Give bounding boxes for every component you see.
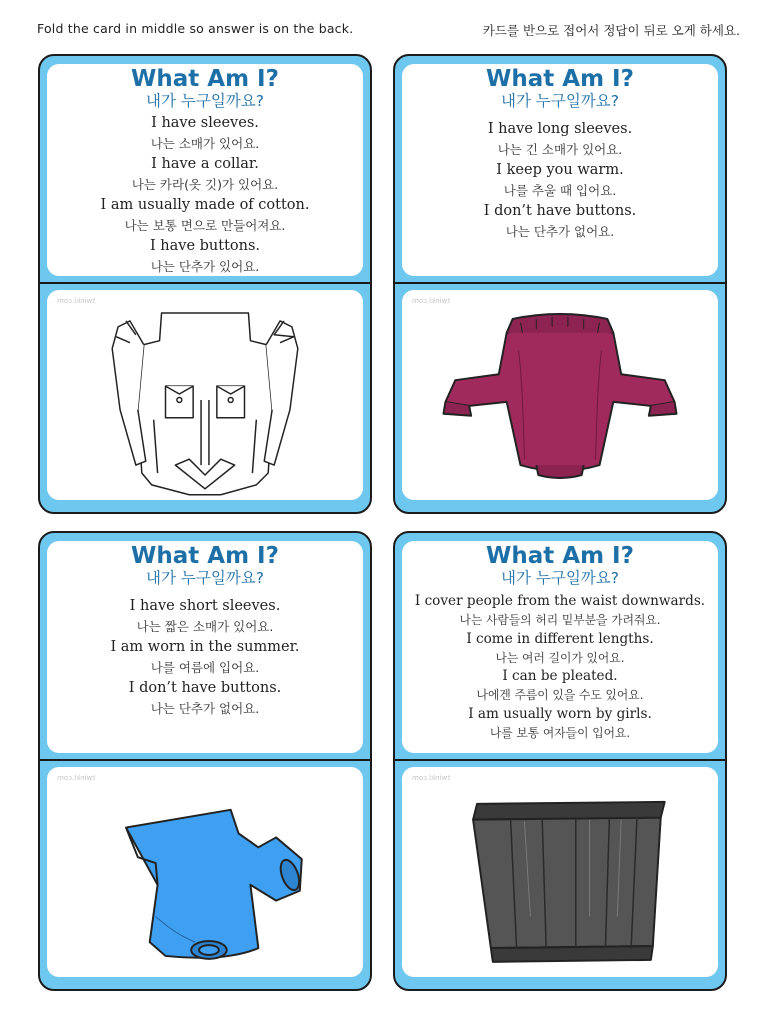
clue-korean: 나는 소매가 있어요.	[150, 136, 260, 151]
instruction-english: Fold the card in middle so answer is on the back.	[37, 21, 354, 36]
clue-english: I am usually made of cotton.	[100, 197, 310, 213]
clue-english: I come in different lengths.	[466, 630, 654, 647]
card-subtitle: 내가 누구일까요?	[146, 569, 264, 587]
card-back	[402, 290, 718, 500]
fold-line	[40, 282, 370, 284]
card-back	[402, 767, 718, 977]
fold-line	[395, 759, 725, 761]
card-t-shirt	[38, 531, 372, 991]
clue-korean: 나는 보통 면으로 만들어져요.	[124, 218, 286, 233]
clue-korean: 나는 카라(옷 깃)가 있어요.	[131, 177, 279, 192]
clue-list	[47, 596, 363, 719]
clue-english: I can be pleated.	[502, 668, 618, 684]
skirt-icon	[402, 767, 718, 977]
card-title: What Am I?	[486, 543, 634, 569]
fold-line	[395, 282, 725, 284]
watermark: twinkl.com	[412, 297, 451, 305]
t-shirt-icon	[47, 767, 363, 977]
card-front	[47, 541, 363, 753]
clue-english: I have buttons.	[149, 238, 261, 254]
clue-english: I have a collar.	[151, 156, 259, 172]
clue-english: I cover people from the waist downwards.	[414, 593, 706, 609]
card-skirt	[393, 531, 727, 991]
card-jumper	[393, 54, 727, 514]
watermark: twinkl.com	[412, 774, 451, 782]
clue-korean: 나를 추울 때 입어요.	[503, 183, 617, 198]
clue-list	[47, 113, 363, 277]
card-front	[402, 64, 718, 276]
clue-english: I don’t have buttons.	[483, 203, 637, 219]
card-title: What Am I?	[131, 66, 279, 92]
clue-korean: 나를 여름에 입어요.	[150, 660, 260, 675]
watermark: twinkl.com	[57, 774, 96, 782]
clue-korean: 나는 긴 소매가 있어요.	[497, 142, 623, 157]
shirt-icon	[47, 290, 363, 500]
clue-list	[402, 592, 718, 742]
instruction-korean: 카드를 반으로 접어서 정답이 뒤로 오게 하세요.	[482, 23, 740, 38]
clue-korean: 나는 단추가 없어요.	[150, 701, 260, 716]
clue-korean: 나는 여러 길이가 있어요.	[495, 650, 625, 665]
clue-english: I have sleeves.	[151, 115, 259, 131]
clue-korean: 나는 사람들의 허리 밑부분을 가려줘요.	[459, 613, 661, 627]
card-title: What Am I?	[131, 543, 279, 569]
watermark: twinkl.com	[57, 297, 96, 305]
fold-line	[40, 759, 370, 761]
card-front	[402, 541, 718, 753]
card-title: What Am I?	[486, 66, 634, 92]
card-shirt	[38, 54, 372, 514]
clue-korean: 나는 짧은 소매가 있어요.	[136, 619, 274, 634]
clue-english: I have short sleeves.	[129, 598, 281, 614]
card-subtitle: 내가 누구일까요?	[501, 92, 619, 110]
card-subtitle: 내가 누구일까요?	[146, 92, 264, 110]
card-back	[47, 767, 363, 977]
clue-english: I don’t have buttons.	[128, 680, 282, 696]
clue-english: I am usually worn by girls.	[468, 705, 652, 722]
card-front	[47, 64, 363, 276]
clue-korean: 나는 단추가 있어요.	[150, 259, 260, 274]
clue-english: I keep you warm.	[496, 162, 624, 178]
clue-english: I am worn in the summer.	[110, 639, 300, 655]
clue-korean: 나를 보통 여자들이 입어요.	[489, 725, 631, 740]
clue-english: I have long sleeves.	[487, 121, 633, 137]
card-back	[47, 290, 363, 500]
clue-korean: 나는 단추가 없어요.	[505, 224, 615, 239]
clue-korean: 나에겐 주름이 있을 수도 있어요.	[476, 688, 644, 702]
clue-list	[402, 119, 718, 242]
card-subtitle: 내가 누구일까요?	[501, 569, 619, 587]
jumper-icon	[402, 290, 718, 500]
